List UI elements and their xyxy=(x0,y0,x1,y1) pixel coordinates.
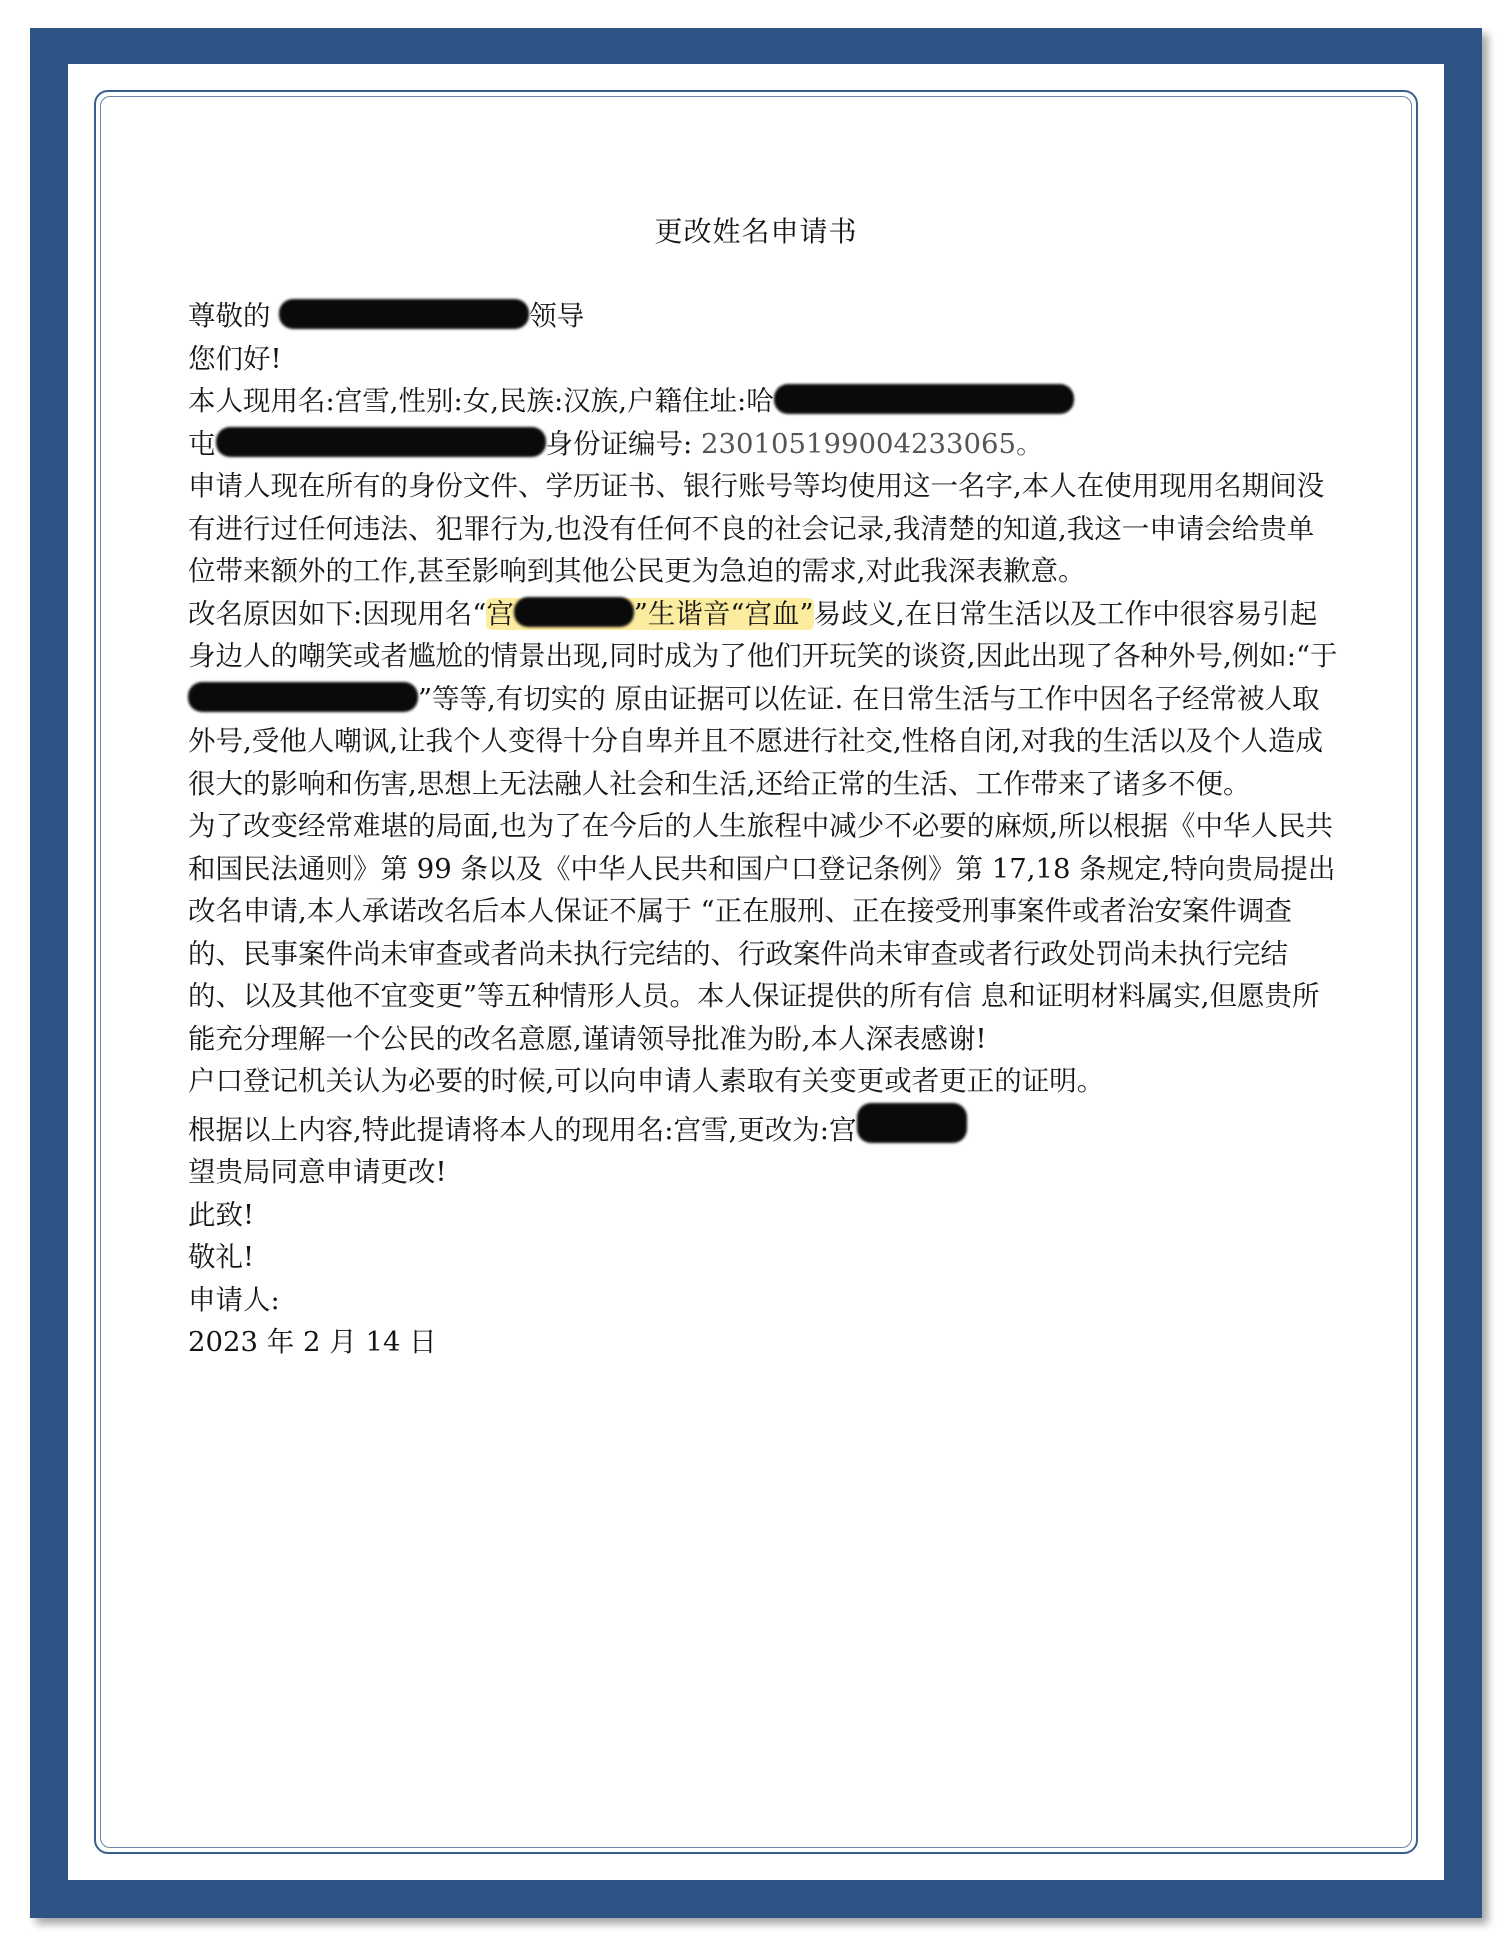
redaction-mark xyxy=(514,597,634,627)
paragraph-legal-basis: 为了改变经常难堪的局面,也为了在今后的人生旅程中减少不必要的麻烦,所以根据《中华人民共和国民法通则》第 99 条以及《中华人民共和国户口登记条例》第 17,18 条规定,特向贵局提出改名申请,本人承诺改名后本人保证不属于 “正在服刑、正在接受刑事案件或者治安案件调查的、民事案件尚未审查或者尚未执行完结的、行政案件尚未审查或者行政处罚尚未执行完结的、以及其他不宜变更”等五种情形人员。本人保证提供的所有信 息和证明材料属实,但愿贵所能充分理解一个公民的改名意愿,谨请领导批准为盼,本人深表感谢! xyxy=(188,810,1336,1055)
salutation-prefix: 尊敬的 xyxy=(188,300,271,332)
reason-body: 易歧义,在日常生活以及工作中很容易引起身边人的嘲笑或者尴尬的情景出现,同时成为了他们开玩笑的谈资,因此出现了各种外号,例如:“于 xyxy=(188,597,1338,672)
salutation-line xyxy=(188,295,1338,338)
highlight-homophone: ”生谐音“宫血” xyxy=(633,597,814,630)
applicant-details: 宫雪,性别:女,民族:汉族,户籍住址:哈 xyxy=(334,385,774,417)
greeting-line: 您们好! xyxy=(188,342,282,375)
paragraph-proof: 户口登记机关认为必要的时候,可以向申请人素取有关变更或者更正的证明。 xyxy=(188,1065,1105,1097)
reason-body-cont: ”等等,有切实的 原由证据可以佐证. 在日常生活与工作中因名子经常被人取外号,受他人嘲讽,让我个人变得十分自卑并且不愿进行社交,性格自闭,对我的生活以及个人造成很大的影响和伤害,思想上无法融人社会和生活,还给正常的生活、工作带来了诸多不便。 xyxy=(188,682,1323,800)
address-fragment: 屯 xyxy=(188,427,216,460)
document-date: 2023 年 2 月 14 日 xyxy=(188,1326,437,1358)
redaction-mark xyxy=(188,682,418,712)
paragraph-hope: 望贵局同意申请更改! xyxy=(188,1156,447,1188)
id-number: 230105199004233065。 xyxy=(701,427,1044,460)
highlight-name: 宫 xyxy=(486,597,514,630)
request-text: 根据以上内容,特此提请将本人的现用名:宫雪,更改为: xyxy=(188,1113,830,1146)
signature-label: 申请人: xyxy=(188,1283,280,1316)
closing-line-1: 此致! xyxy=(188,1198,255,1231)
salutation-suffix: 领导 xyxy=(529,300,585,332)
applicant-line-2 xyxy=(188,423,1338,466)
redaction-mark xyxy=(857,1103,967,1143)
closing-line-2: 敬礼! xyxy=(188,1241,255,1273)
new-name-fragment: 宫 xyxy=(829,1113,857,1146)
paragraph-request xyxy=(188,1103,1338,1152)
redaction-mark xyxy=(216,427,546,457)
paragraph-identity: 申请人现在所有的身份文件、学历证书、银行账号等均使用这一名字,本人在使用现用名期间没有进行过任何违法、犯罪行为,也没有任何不良的社会记录,我清楚的知道,我这一申请会给贵单位带来额外的工作,甚至影响到其他公民更为急迫的需求,对此我深表歉意。 xyxy=(188,470,1325,587)
redaction-mark xyxy=(279,299,529,329)
document-body xyxy=(188,295,1338,1364)
paragraph-reason xyxy=(188,593,1338,806)
document-title: 更改姓名申请书 xyxy=(654,215,858,248)
highlighted-text xyxy=(486,598,813,630)
redaction-mark xyxy=(774,384,1074,414)
applicant-name-label: 本人现用名: xyxy=(188,385,335,417)
applicant-line-1 xyxy=(188,380,1338,423)
document-page xyxy=(70,60,1442,1885)
reason-intro: 改名原因如下:因现用名“ xyxy=(188,597,487,630)
id-label: 身份证编号: xyxy=(545,427,693,460)
